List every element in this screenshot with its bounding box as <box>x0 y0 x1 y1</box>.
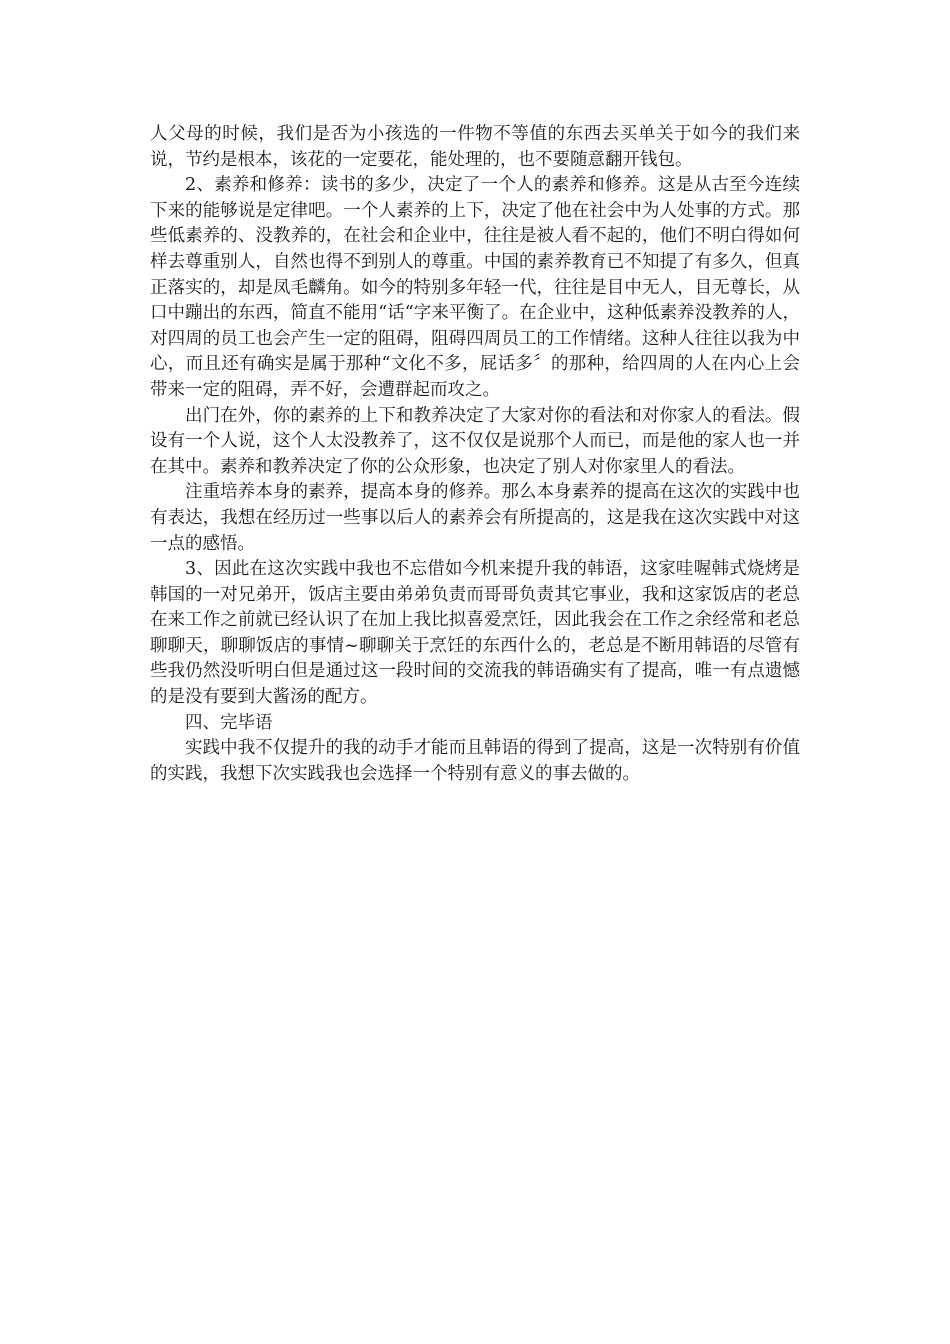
paragraph-continuation: 人父母的时候，我们是否为小孩选的一件物不等值的东西去买单关于如今的我们来说，节约是根本，该花的一定要花，能处理的，也不要随意翻开钱包。 <box>150 124 800 170</box>
document-body <box>150 122 800 787</box>
paragraph-going-out: 出门在外，你的素养的上下和教养决定了大家对你的看法和对你家人的看法。假设有一个人说，这个人太没教养了，这不仅仅是说那个人而已，而是他的家人也一并在其中。素养和教养决定了你的公众形象，也决定了别人对你家里人的看法。 <box>150 405 800 477</box>
section-heading-conclusion: 四、完毕语 <box>185 712 273 733</box>
paragraph-self-cultivation: 注重培养本身的素养，提高本身的修养。那么本身素养的提高在这次的实践中也有表达，我想在经历过一些事以后人的素养会有所提高的，这是我在这次实践中对这一点的感悟。 <box>150 482 800 554</box>
paragraph-korean-practice: 3、因此在这次实践中我也不忘借如今机来提升我的韩语，这家哇喔韩式烧烤是韩国的一对兄弟开，饭店主要由弟弟负责而哥哥负责其它事业，我和这家饭店的老总在来工作之前就已经认识了在加上我比拟喜爱烹饪，因此我会在工作之余经常和老总聊聊天，聊聊饭店的事情~聊聊关于烹饪的东西什么的，老总是不断用韩语的尽管有些我仍然没听明白但是通过这一段时间的交流我的韩语确实有了提高，唯一有点遗憾的是没有要到大酱汤的配方。 <box>150 559 800 708</box>
paragraph-conclusion: 实践中我不仅提升的我的动手才能而且韩语的得到了提高，这是一次特别有价值的实践，我想下次实践我也会选择一个特别有意义的事去做的。 <box>150 738 800 784</box>
paragraph-literacy-cultivation: 2、素养和修养：读书的多少，决定了一个人的素养和修养。这是从古至今连续下来的能够说是定律吧。一个人素养的上下，决定了他在社会中为人处事的方式。那些低素养的、没教养的，在社会和企业中，往往是被人看不起的，他们不明白得如何样去尊重别人，自然也得不到别人的尊重。中国的素养教育已不知提了有多久，但真正落实的，却是凤毛麟角。如今的特别多年轻一代，往往是目中无人，目无尊长，从口中蹦出的东西，简直不能用“话“字来平衡了。在企业中，这种低素养没教养的人，对四周的员工也会产生一定的阻碍，阻碍四周员工的工作情绪。这种人往往以我为中心，而且还有确实是属于那种“文化不多，屁话多〞的那种，给四周的人在内心上会带来一定的阻碍，弄不好，会遭群起而攻之。 <box>150 175 800 400</box>
